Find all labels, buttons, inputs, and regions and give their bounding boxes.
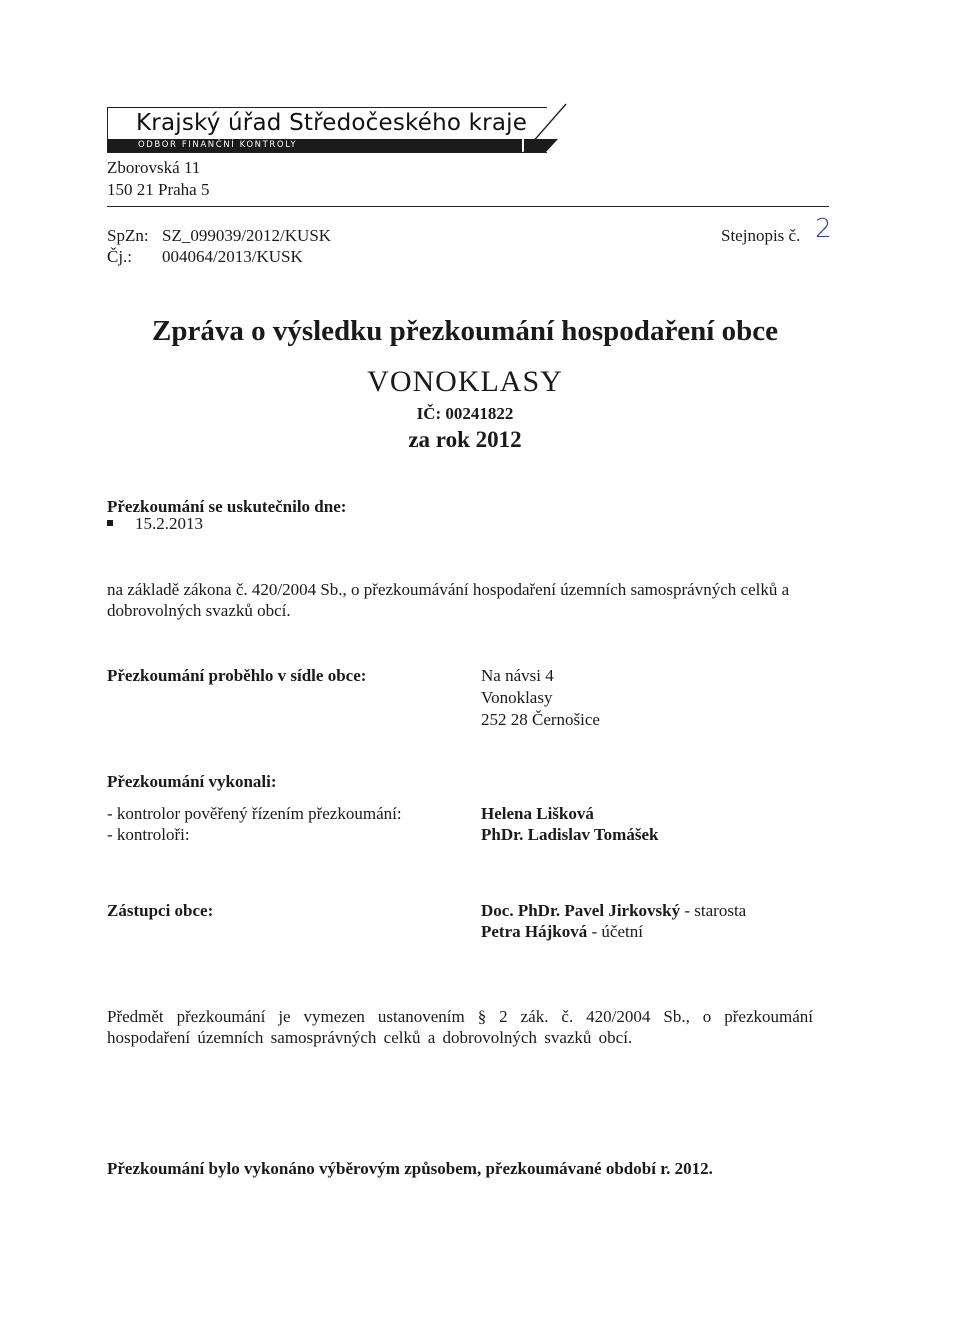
location-label: Přezkoumání proběhlo v sídle obce:	[107, 666, 367, 685]
reviewers-role: - kontroloři:	[107, 825, 190, 844]
reviewers-label: Přezkoumání vykonali:	[107, 772, 277, 791]
report-title: Zpráva o výsledku přezkoumání hospodaření obce	[151, 315, 778, 347]
representative-1	[481, 901, 746, 921]
representative-1-name: Doc. PhDr. Pavel Jirkovský	[481, 901, 681, 920]
bullet-icon	[107, 520, 113, 526]
review-date-label: Přezkoumání se uskutečnilo dne:	[107, 497, 347, 516]
lead-reviewer-name: Helena Lišková	[481, 804, 594, 823]
cj-value: 004064/2013/KUSK	[162, 247, 303, 266]
municipality-name: VONOKLASY	[367, 365, 563, 398]
legal-basis: na základě zákona č. 420/2004 Sb., o přezkoumávání hospodaření územních samosprávných celků a dobrovolných svazků obcí.	[107, 580, 790, 620]
address-street: Zborovská 11	[107, 158, 201, 177]
location-line-1: Na návsi 4	[481, 666, 554, 685]
lead-reviewer-role: - kontrolor pověřený řízením přezkoumání:	[107, 804, 402, 823]
report-year: za rok 2012	[408, 427, 522, 452]
representatives-label: Zástupci obce:	[107, 901, 214, 920]
copy-number-handwritten: 2	[815, 214, 832, 244]
logo-slash-graphic	[510, 102, 570, 157]
representative-1-role: - starosta	[680, 901, 747, 920]
review-subject: Předmět přezkoumání je vymezen ustanovením § 2 zák. č. 420/2004 Sb., o přezkoumání hospodaření územních samosprávných celků a dobrovolných svazků obcí.	[107, 1007, 813, 1047]
reviewer-name: PhDr. Ladislav Tomášek	[481, 825, 659, 844]
municipality-ic: IČ: 00241822	[416, 404, 514, 423]
representative-2-role: - účetní	[587, 922, 643, 941]
review-method: Přezkoumání bylo vykonáno výběrovým způsobem, přezkoumávané období r. 2012.	[107, 1159, 713, 1178]
location-line-2: Vonoklasy	[481, 688, 553, 707]
location-line-3: 252 28 Černošice	[481, 710, 600, 729]
header-divider	[107, 206, 829, 207]
address-city: 150 21 Praha 5	[107, 180, 210, 199]
representative-2-name: Petra Hájková	[481, 922, 588, 941]
cj-label: Čj.:	[107, 247, 133, 266]
spzn-label: SpZn:	[107, 226, 149, 245]
department-name: ODBOR FINANČNÍ KONTROLY	[138, 140, 298, 150]
office-name: Krajský úřad Středočeského kraje	[136, 110, 528, 136]
review-date: 15.2.2013	[135, 514, 203, 533]
review-date-item	[107, 514, 203, 534]
representative-2	[481, 922, 643, 942]
spzn-value: SZ_099039/2012/KUSK	[162, 226, 332, 245]
copy-label: Stejnopis č.	[721, 226, 801, 245]
